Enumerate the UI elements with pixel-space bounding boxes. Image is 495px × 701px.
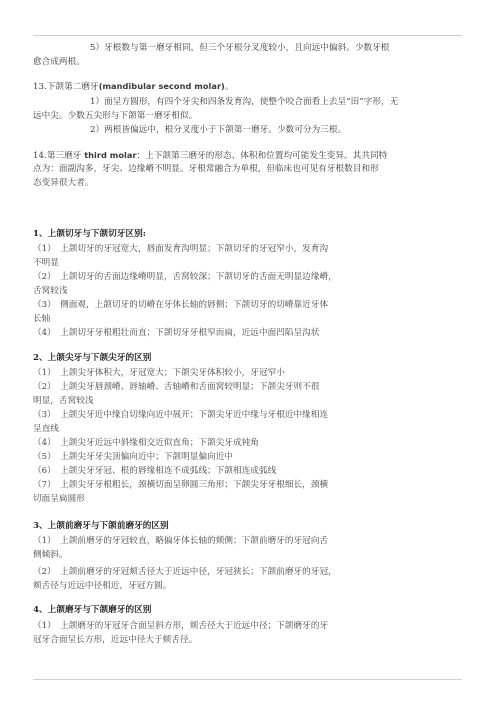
title-text: 14.第三磨牙 xyxy=(33,151,82,161)
title-text: 13.下颌第二磨牙 xyxy=(33,82,99,92)
paragraph-line: 态变异很大者。 xyxy=(33,178,94,188)
list-line: 明显，舌窝较浅 xyxy=(33,396,94,406)
paragraph-line: 1）面呈方圆形，有四个牙尖和四条发育沟，使整个咬合面看上去呈“田”字形，无 xyxy=(90,97,399,107)
latin-term: (mandibular second molar) xyxy=(98,81,225,91)
header-rule xyxy=(33,35,462,36)
paragraph-line: 愈合成两根。 xyxy=(33,57,85,67)
footer-rule xyxy=(33,679,462,680)
list-line: （1） 上颌磨牙的牙冠牙合面呈斜方形，颊舌径大于近远中径；下颌磨牙的牙 xyxy=(33,621,329,631)
list-line: （2） 上颌前磨牙的牙冠颊舌径大于近远中径，牙冠狭长；下颌前磨牙的牙冠， xyxy=(33,567,337,577)
list-line: （1） 上颌切牙的牙冠宽大，唇面发育沟明显；下颌切牙的牙冠窄小，发育沟 xyxy=(33,244,329,254)
list-line: （7） 上颌尖牙牙根粗长，颈横切面呈卵圆三角形；下颌尖牙牙根细长，颈横 xyxy=(33,480,329,490)
list-line: （2） 上颌尖牙唇颈嵴、唇轴嵴、舌轴嵴和舌面窝较明显；下颌尖牙则不很 xyxy=(33,382,320,392)
list-line: 切面呈扁圆形 xyxy=(33,494,85,504)
list-line: 不明显 xyxy=(33,258,59,268)
paragraph-line xyxy=(33,149,463,163)
list-line: 长轴 xyxy=(33,314,51,324)
paragraph-line: 2）两根皆偏远中，根分叉度小于下颌第一磨牙。少数可分为三根。 xyxy=(90,125,347,135)
section-heading: 2、上颌尖牙与下颌尖牙的区别 xyxy=(33,353,152,363)
list-line: （4） 上颌切牙牙根粗壮而直；下颌切牙牙根窄而扁，近远中面凹陷呈沟状 xyxy=(33,328,320,338)
list-line: 冠牙合面呈长方形，近远中径大于颊舌径。 xyxy=(33,635,198,645)
list-line: （3） 上颌尖牙近中缘自切缘向近中展开；下颌尖牙近中缘与牙根近中缘相连 xyxy=(33,410,329,420)
section-heading: 4、上颌磨牙与下颌磨牙的区别 xyxy=(33,605,152,615)
list-line: 侧倾斜。 xyxy=(33,550,68,560)
paragraph-title xyxy=(33,80,463,94)
list-line: （5） 上颌尖牙牙尖顶偏向近中；下颌明显偏向近中 xyxy=(33,452,234,462)
paragraph-line: 点为：面副沟多，牙尖、边缘嵴不明显。牙根常融合为单根，但临床也可见有牙根数目和形 xyxy=(33,164,379,174)
paragraph-text: ：上下颌第三磨牙的形态、体积和位置均可能发生变异。其共同特 xyxy=(136,151,388,161)
section-heading: 3、上颌前磨牙与下颌前磨牙的区别 xyxy=(33,521,169,531)
list-line: 舌窝较浅 xyxy=(33,286,68,296)
latin-term: third molar xyxy=(84,150,137,160)
list-line: 颊舌径与近远中径相近，牙冠方圆。 xyxy=(33,581,172,591)
list-line: （4） 上颌尖牙近远中斜缘相交近似直角；下颌尖牙成钝角 xyxy=(33,438,259,448)
paragraph-line: 5）牙根数与第一磨牙相同，但三个牙根分叉度较小，且向远中偏斜。少数牙根 xyxy=(90,43,390,53)
paragraph-line: 远中尖。少数五尖形与下颌第一磨牙相似。 xyxy=(33,111,198,121)
section-heading: 1、上颌切牙与下颌切牙区别: xyxy=(33,229,146,239)
list-line: （2） 上颌切牙的舌面边缘嵴明显，舌窝较深；下颌切牙的舌面无明显边缘嵴， xyxy=(33,272,337,282)
list-line: （6） 上颌尖牙牙冠、根的唇缘相连不成弧线；下颌相连成弧线 xyxy=(33,466,277,476)
list-line: （1） 上颌前磨牙的牙冠较直，略偏牙体长轴的颊侧；下颌前磨牙的牙冠向舌 xyxy=(33,536,329,546)
list-line: （3） 侧面观，上颌切牙的切嵴在牙体长轴的唇侧；下颌切牙的切嵴靠近牙体 xyxy=(33,300,329,310)
title-end: 。 xyxy=(224,82,234,92)
list-line: （1） 上颌尖牙体积大，牙冠宽大；下颌尖牙体积较小，牙冠窄小 xyxy=(33,368,285,378)
list-line: 呈直线 xyxy=(33,424,59,434)
